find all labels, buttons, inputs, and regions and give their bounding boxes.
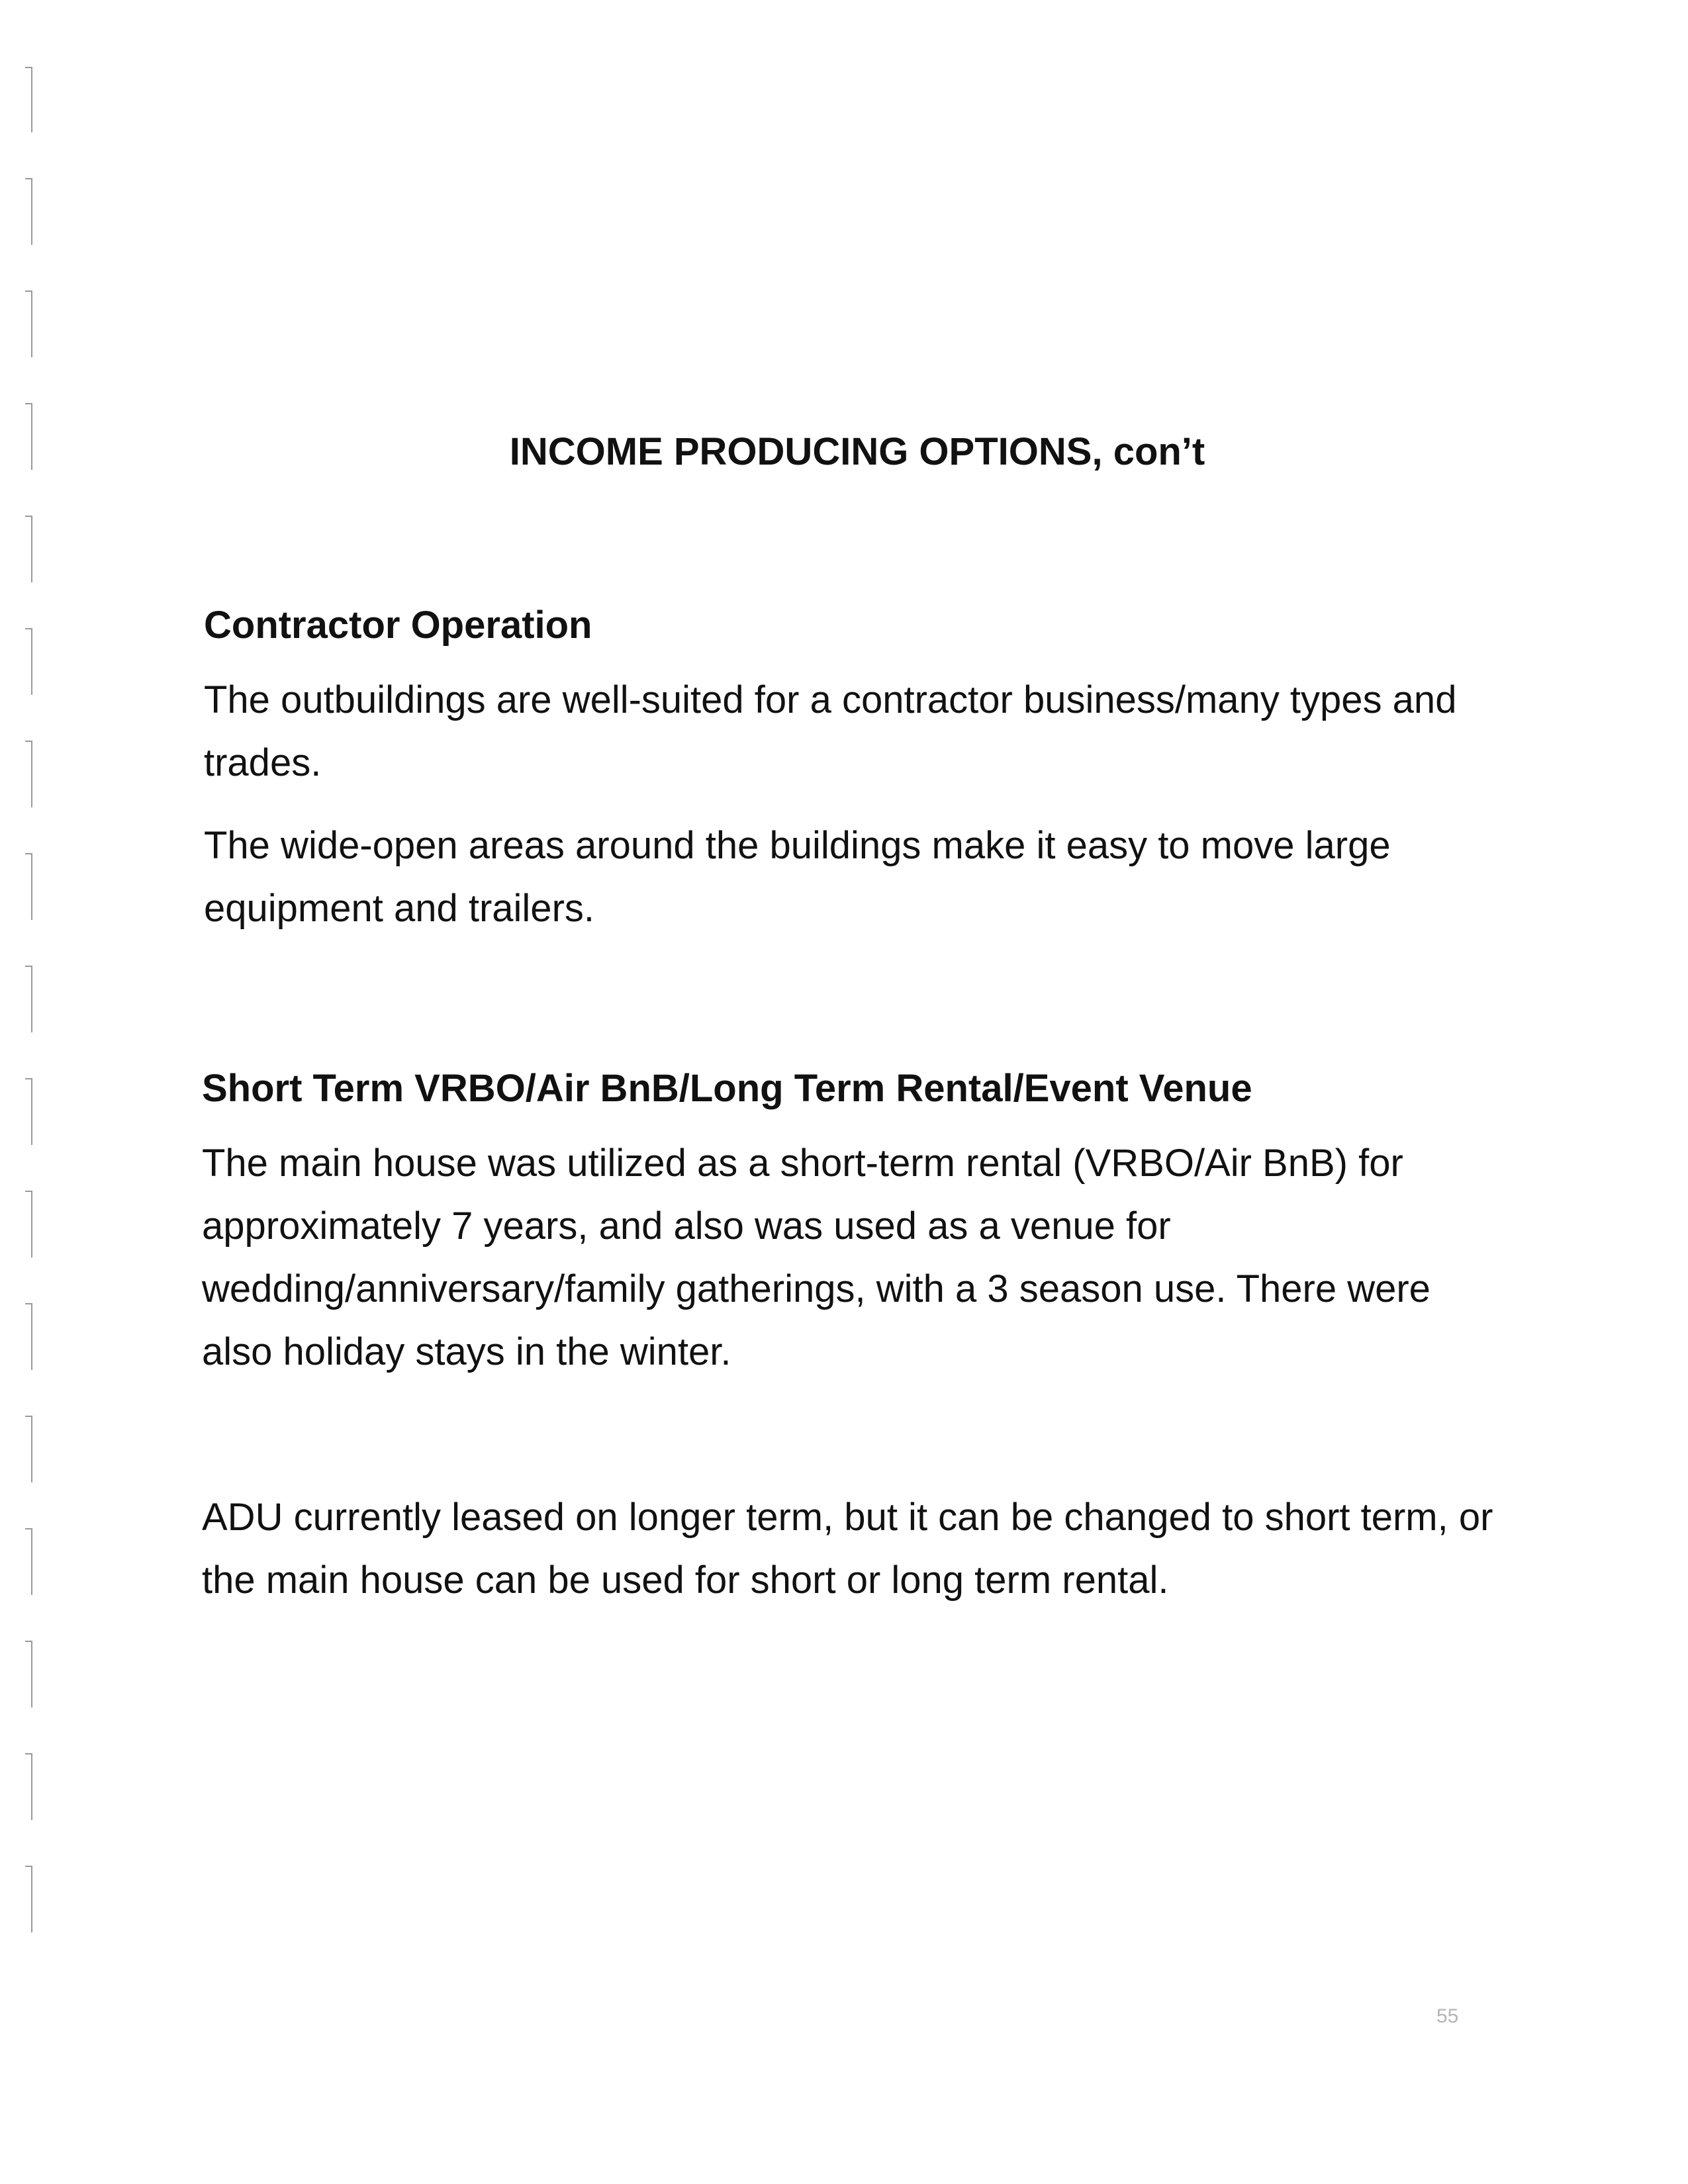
paragraph-main-house-rental: The main house was utilized as a short-term rental (VRBO/Air BnB) for approximately 7 years, and also was used as a venue for wedding/anniversary/family gatherings, with a 3 season use. There were also holiday stays in the winter. (202, 1142, 1430, 1373)
section-heading-contractor-operation: Contractor Operation (204, 604, 592, 647)
paragraph-adu-lease: ADU currently leased on longer term, but it can be changed to short term, or the main house can be used for short or long term rental. (202, 1496, 1493, 1602)
paragraph-outbuildings: The outbuildings are well-suited for a contractor business/many types and trades. (204, 678, 1457, 784)
binding-marks (19, 60, 38, 1979)
section-heading-rental-event-venue: Short Term VRBO/Air BnB/Long Term Rental/Event Venue (202, 1067, 1252, 1110)
page-number: 55 (1436, 2005, 1459, 2027)
page-title: INCOME PRODUCING OPTIONS, con’t (509, 430, 1205, 473)
paragraph-wide-open-areas: The wide-open areas around the buildings make it easy to move large equipment and trailers. (204, 824, 1391, 930)
